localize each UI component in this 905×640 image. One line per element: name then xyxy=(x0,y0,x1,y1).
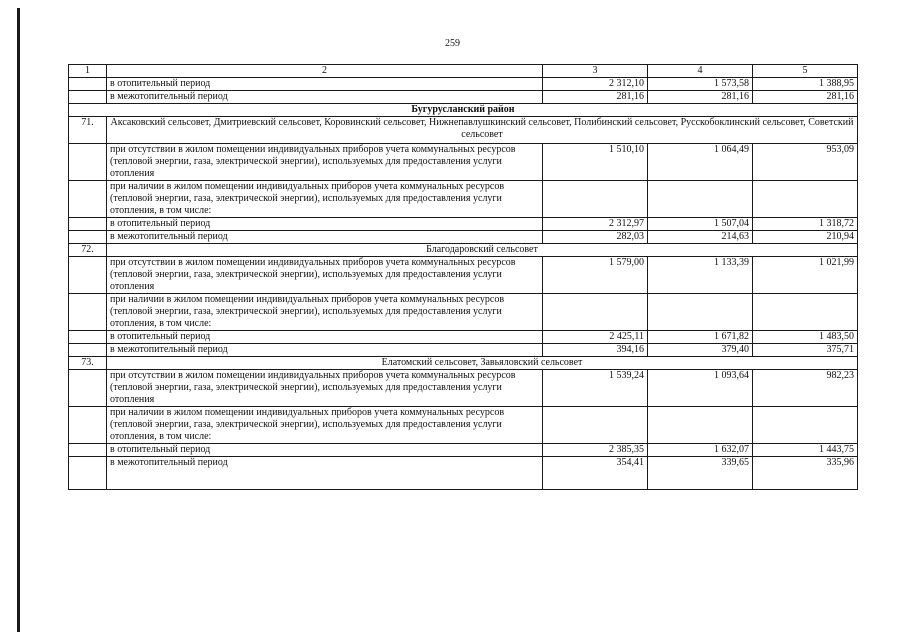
group-number: 71. xyxy=(69,117,107,144)
group-title: Благодаровский сельсовет xyxy=(107,244,858,257)
row-label: при отсутствии в жилом помещении индивидуальных приборов учета коммунальных ресурсов (тепловой энергии, газа, электрической энергии), используемых для предоставления услуги отопления xyxy=(107,257,543,294)
table-row xyxy=(69,257,858,294)
group-header-row xyxy=(69,117,858,144)
value-cell: 375,71 xyxy=(753,344,858,357)
section-row xyxy=(69,104,858,117)
table-row xyxy=(69,91,858,104)
table-row xyxy=(69,181,858,218)
column-number: 5 xyxy=(753,65,858,78)
value-cell: 1 064,49 xyxy=(648,144,753,181)
value-cell: 1 093,64 xyxy=(648,370,753,407)
table-row xyxy=(69,407,858,444)
value-cell: 2 312,10 xyxy=(543,78,648,91)
value-cell: 2 312,97 xyxy=(543,218,648,231)
row-label: в межотопительный период xyxy=(107,231,543,244)
row-label: при отсутствии в жилом помещении индивидуальных приборов учета коммунальных ресурсов (тепловой энергии, газа, электрической энергии), используемых для предоставления услуги отопления xyxy=(107,144,543,181)
value-cell: 354,41 xyxy=(543,457,648,490)
row-label: в межотопительный период xyxy=(107,344,543,357)
row-label: в отопительный период xyxy=(107,444,543,457)
value-cell: 2 385,35 xyxy=(543,444,648,457)
value-cell: 214,63 xyxy=(648,231,753,244)
value-cell: 281,16 xyxy=(648,91,753,104)
value-cell: 1 443,75 xyxy=(753,444,858,457)
column-number: 3 xyxy=(543,65,648,78)
table-row xyxy=(69,457,858,490)
value-cell: 1 579,00 xyxy=(543,257,648,294)
value-cell: 281,16 xyxy=(753,91,858,104)
row-label: при наличии в жилом помещении индивидуальных приборов учета коммунальных ресурсов (тепловой энергии, газа, электрической энергии), используемых для предоставления услуги отопления, в том числе: xyxy=(107,181,543,218)
value-cell: 1 539,24 xyxy=(543,370,648,407)
value-cell: 1 021,99 xyxy=(753,257,858,294)
value-cell: 1 573,58 xyxy=(648,78,753,91)
row-label: при наличии в жилом помещении индивидуальных приборов учета коммунальных ресурсов (тепловой энергии, газа, электрической энергии), используемых для предоставления услуги отопления, в том числе: xyxy=(107,407,543,444)
row-label: в отопительный период xyxy=(107,331,543,344)
table-row xyxy=(69,331,858,344)
table-row xyxy=(69,444,858,457)
group-header-row xyxy=(69,357,858,370)
table-row xyxy=(69,344,858,357)
group-title: Аксаковский сельсовет, Дмитриевский сельсовет, Коровинский сельсовет, Нижнепавлушкинский сельсовет, Полибинский сельсовет, Русскобоклинский сельсовет, Советский сельсовет xyxy=(107,117,858,144)
row-label: в отопительный период xyxy=(107,78,543,91)
value-cell: 394,16 xyxy=(543,344,648,357)
table-row xyxy=(69,231,858,244)
tariff-table xyxy=(68,64,858,490)
value-cell: 282,03 xyxy=(543,231,648,244)
group-header-row xyxy=(69,244,858,257)
group-number: 72. xyxy=(69,244,107,257)
table-row xyxy=(69,294,858,331)
value-cell: 1 632,07 xyxy=(648,444,753,457)
table-row xyxy=(69,218,858,231)
page-number: 259 xyxy=(445,38,460,49)
column-number: 2 xyxy=(107,65,543,78)
value-cell: 1 388,95 xyxy=(753,78,858,91)
value-cell: 379,40 xyxy=(648,344,753,357)
group-title: Елатомский сельсовет, Завьяловский сельсовет xyxy=(107,357,858,370)
value-cell: 1 318,72 xyxy=(753,218,858,231)
row-label: в межотопительный период xyxy=(107,457,543,490)
value-cell: 210,94 xyxy=(753,231,858,244)
value-cell: 1 510,10 xyxy=(543,144,648,181)
table-row xyxy=(69,370,858,407)
value-cell: 1 507,04 xyxy=(648,218,753,231)
binding-margin-line xyxy=(17,8,20,632)
value-cell: 1 483,50 xyxy=(753,331,858,344)
column-number: 1 xyxy=(69,65,107,78)
value-cell: 982,23 xyxy=(753,370,858,407)
table-row xyxy=(69,78,858,91)
table-row xyxy=(69,144,858,181)
value-cell: 281,16 xyxy=(543,91,648,104)
value-cell: 953,09 xyxy=(753,144,858,181)
value-cell: 1 133,39 xyxy=(648,257,753,294)
row-label: при наличии в жилом помещении индивидуальных приборов учета коммунальных ресурсов (тепловой энергии, газа, электрической энергии), используемых для предоставления услуги отопления, в том числе: xyxy=(107,294,543,331)
value-cell: 339,65 xyxy=(648,457,753,490)
row-label: в отопительный период xyxy=(107,218,543,231)
value-cell: 1 671,82 xyxy=(648,331,753,344)
value-cell: 2 425,11 xyxy=(543,331,648,344)
row-label: в межотопительный период xyxy=(107,91,543,104)
row-label: при отсутствии в жилом помещении индивидуальных приборов учета коммунальных ресурсов (тепловой энергии, газа, электрической энергии), используемых для предоставления услуги отопления xyxy=(107,370,543,407)
value-cell: 335,96 xyxy=(753,457,858,490)
group-number: 73. xyxy=(69,357,107,370)
column-number-row xyxy=(69,65,858,78)
column-number: 4 xyxy=(648,65,753,78)
section-title: Бугурусланский район xyxy=(69,104,858,117)
